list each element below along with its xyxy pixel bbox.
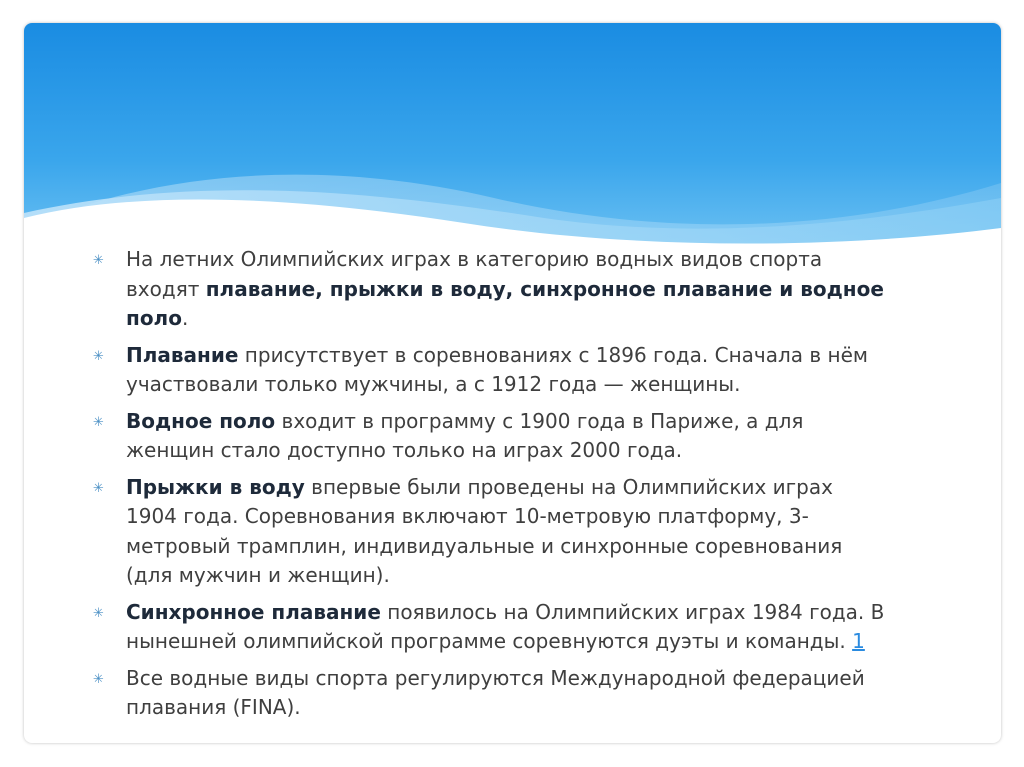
bullet-text: . [181, 306, 189, 330]
bullet-bold-text: Синхронное плавание [126, 599, 381, 624]
bullet-list [90, 245, 890, 723]
bullet-item [90, 473, 890, 591]
bullet-bold-text: плавание, прыжки в воду, синхронное плавание и водное поло [126, 276, 884, 330]
slide [24, 23, 1001, 743]
bullet-bold-text: Плавание [126, 342, 239, 367]
bullet-text: Все водные виды спорта регулируются Международной федерацией плавания (FINA). [126, 665, 865, 719]
bullet-bold-text: Прыжки в воду [126, 474, 305, 499]
wave-banner [24, 23, 1001, 273]
footnote-link[interactable]: 1 [852, 629, 865, 653]
bullet-item [90, 245, 890, 334]
bullet-item [90, 407, 890, 466]
bullet-text: присутствует в соревнованиях с 1896 года. Сначала в нём участвовали только мужчины, а с 1912 года — женщины. [126, 342, 868, 396]
bullet-text: входит в программу с 1900 года в Париже, а для женщин стало доступно только на играх 2000 года. [126, 408, 804, 462]
bullet-item [90, 341, 890, 400]
bullet-item [90, 598, 890, 657]
asterisk-icon: ✳ [93, 414, 104, 430]
bullet-bold-text: Водное поло [126, 408, 276, 433]
asterisk-icon: ✳ [93, 605, 104, 621]
asterisk-icon: ✳ [93, 671, 104, 687]
bullet-text: На летних Олимпийских играх в категорию водных видов спорта входят [126, 247, 823, 301]
bullet-text: появилось на Олимпийских играх 1984 года. В нынешней олимпийской программе соревнуются дуэты и команды. [126, 599, 885, 653]
asterisk-icon: ✳ [93, 253, 104, 268]
slide-body [90, 245, 890, 730]
asterisk-icon: ✳ [93, 348, 104, 364]
bullet-text: впервые были проведены на Олимпийских играх 1904 года. Соревнования включают 10-метровую платформу, 3-метровый трамплин, индивидуальные и синхронные соревнования (для мужчин и женщин). [126, 474, 843, 587]
bullet-item [90, 664, 890, 723]
asterisk-icon: ✳ [93, 480, 104, 496]
